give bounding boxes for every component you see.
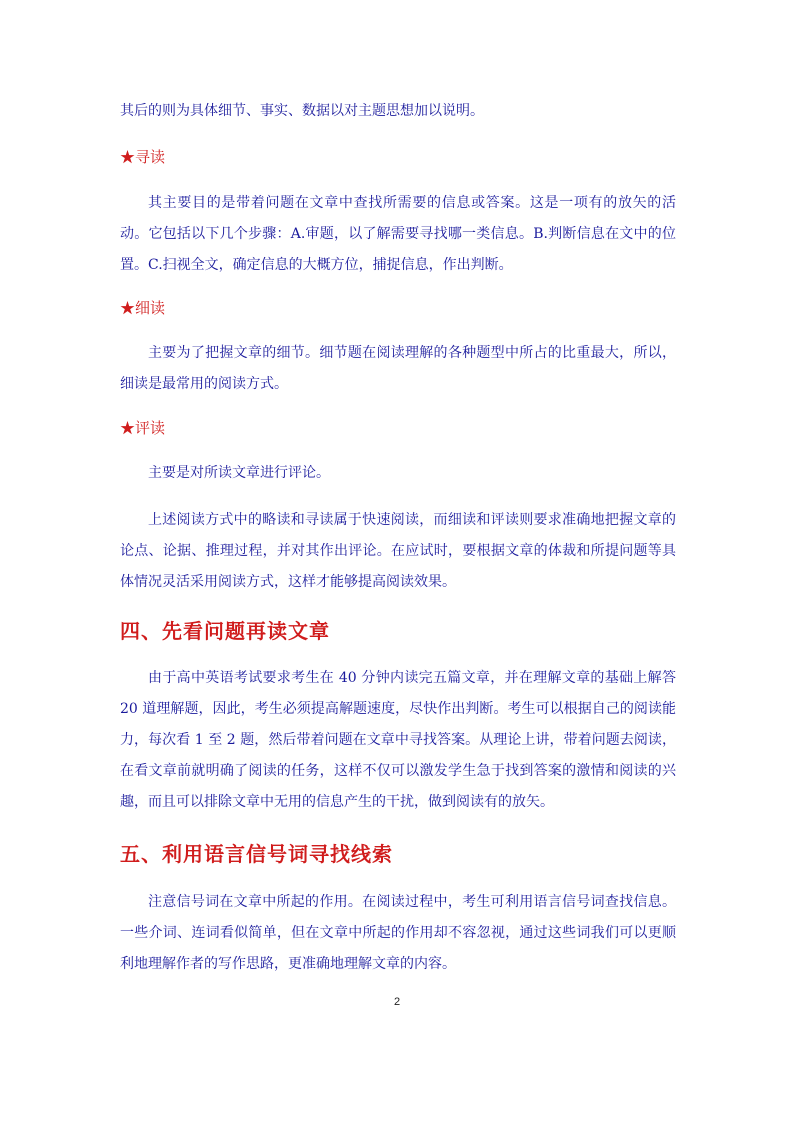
heading-scan-reading: ★寻读 [120, 148, 166, 166]
heading-detail-reading: ★细读 [120, 299, 166, 317]
section-four-paragraph: 由于高中英语考试要求考生在 40 分钟内读完五篇文章，并在理解文章的基础上解答 20 道理解题，因此，考生必须提高解题速度，尽快作出判断。考生可以根据自己的阅读能力，每次看 1 至 2 题，然后带着问题在文章中寻找答案。从理论上讲，带着问题去阅读，在看文章前就明确了阅读的任务，这样不仅可以激发学生急于找到答案的激情和阅读的兴趣，而且可以排除文章中无用的信息产生的干扰，做到阅读有的放矢。 [120, 670, 676, 810]
scan-reading-paragraph: 其主要目的是带着问题在文章中查找所需要的信息或答案。这是一项有的放矢的活动。它包括以下几个步骤：A.审题，以了解需要寻找哪一类信息。B.判断信息在文中的位置。C.扫视全文，确定信息的大概方位，捕捉信息，作出判断。 [120, 195, 676, 273]
section-five-heading: 五、利用语言信号词寻找线索 [120, 842, 393, 866]
section-five-paragraph: 注意信号词在文章中所起的作用。在阅读过程中，考生可利用语言信号词查找信息。一些介词、连词看似简单，但在文章中所起的作用却不容忽视，通过这些词我们可以更顺利地理解作者的写作思路，更准确地理解文章的内容。 [120, 894, 676, 972]
detail-reading-paragraph: 主要为了把握文章的细节。细节题在阅读理解的各种题型中所占的比重最大，所以，细读是最常用的阅读方式。 [120, 345, 676, 392]
heading-review-reading: ★评读 [120, 419, 166, 437]
section-four-heading: 四、先看问题再读文章 [120, 619, 330, 643]
review-reading-paragraph: 主要是对所读文章进行评论。 [148, 465, 330, 481]
page-number: 2 [393, 996, 401, 1008]
intro-paragraph: 其后的则为具体细节、事实、数据以对主题思想加以说明。 [120, 103, 484, 119]
summary-paragraph: 上述阅读方式中的略读和寻读属于快速阅读，而细读和评读则要求准确地把握文章的论点、论据、推理过程，并对其作出评论。在应试时，要根据文章的体裁和所提问题等具体情况灵活采用阅读方式，这样才能够提高阅读效果。 [120, 512, 676, 590]
